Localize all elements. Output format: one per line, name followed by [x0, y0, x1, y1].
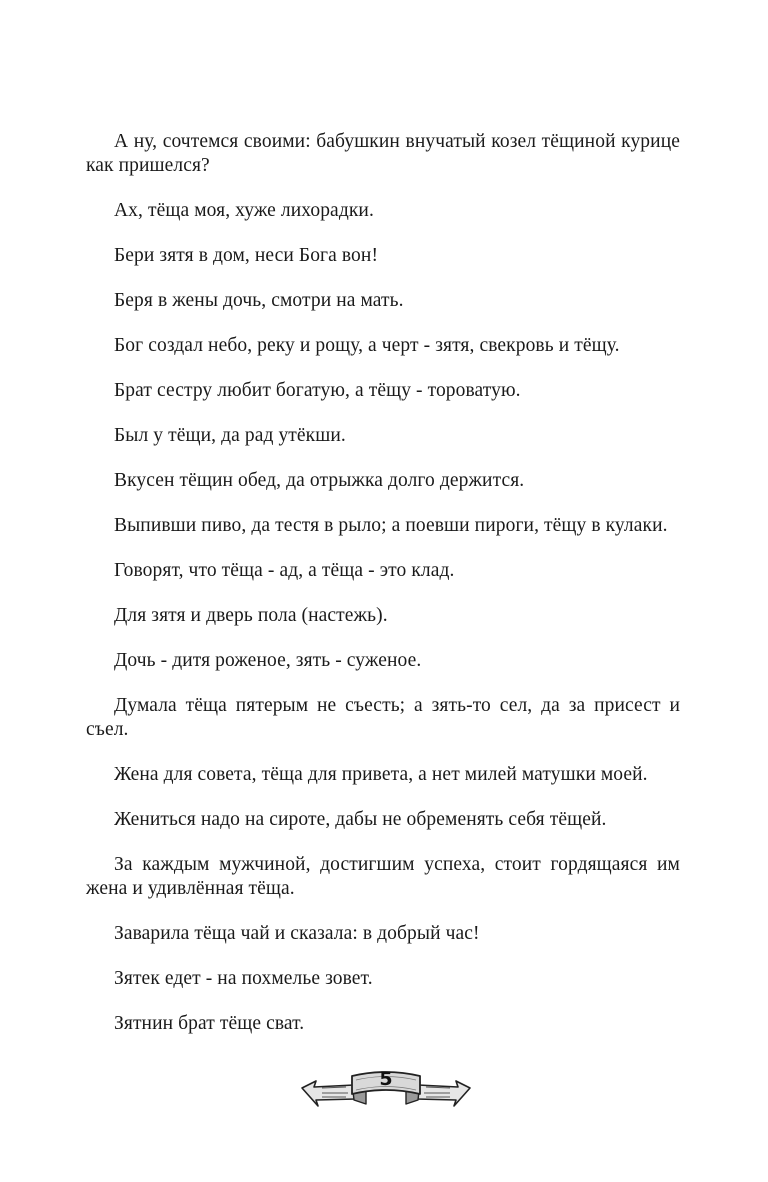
- proverb-paragraph: Дочь - дитя роженое, зять - суженое.: [114, 650, 422, 671]
- proverb-paragraph: Зятек едет - на похмелье зовет.: [114, 968, 373, 989]
- proverb-paragraph: Выпивши пиво, да тестя в рыло; а поевши пироги, тёщу в кулаки.: [114, 515, 668, 536]
- proverb-paragraph: Ах, тёща моя, хуже лихорадки.: [114, 200, 374, 221]
- proverb-paragraph: Для зятя и дверь пола (настежь).: [114, 605, 388, 626]
- proverb-paragraph: Бог создал небо, реку и рощу, а черт - зятя, свекровь и тёщу.: [114, 335, 620, 356]
- page-number: 5: [379, 1068, 393, 1090]
- proverb-paragraph: Зятнин брат тёще сват.: [114, 1013, 305, 1034]
- page-footer: [296, 1064, 476, 1116]
- proverb-paragraph: Думала тёща пятерым не съесть; а зять-то сел, да за присест и съел.: [86, 695, 680, 740]
- proverb-paragraph: Говорят, что тёща - ад, а тёща - это клад.: [114, 560, 455, 581]
- proverb-paragraph: Вкусен тёщин обед, да отрыжка долго держится.: [114, 470, 525, 491]
- proverb-paragraph: Был у тёщи, да рад утёкши.: [114, 425, 346, 446]
- proverb-paragraph: А ну, сочтемся своими: бабушкин внучатый козел тёщиной курице как пришелся?: [86, 131, 680, 176]
- proverb-paragraph: Жена для совета, тёща для привета, а нет милей матушки моей.: [114, 764, 648, 785]
- proverb-paragraph: Беря в жены дочь, смотри на мать.: [114, 290, 404, 311]
- proverb-paragraph: Брат сестру любит богатую, а тёщу - тороватую.: [114, 380, 521, 401]
- proverb-paragraph: Заварила тёща чай и сказала: в добрый час!: [114, 923, 480, 944]
- proverb-paragraph: Бери зятя в дом, неси Бога вон!: [114, 245, 379, 266]
- proverb-list: [86, 130, 680, 1057]
- proverb-paragraph: Жениться надо на сироте, дабы не обременять себя тёщей.: [114, 809, 607, 830]
- proverb-paragraph: За каждым мужчиной, достигшим успеха, стоит гордящаяся им жена и удивлённая тёща.: [86, 854, 680, 899]
